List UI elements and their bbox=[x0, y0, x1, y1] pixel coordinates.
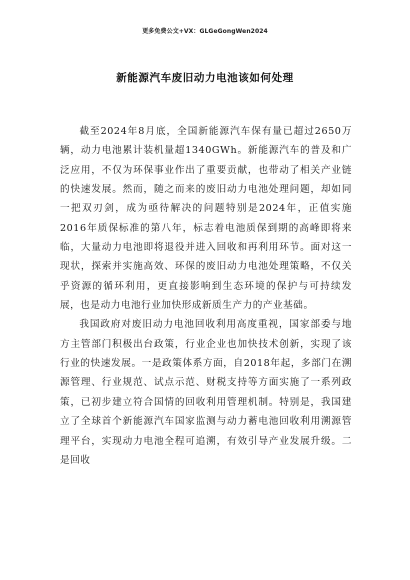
header-note: 更多免费公文+VX：GLGeGongWen2024 bbox=[142, 28, 268, 35]
document-body bbox=[60, 122, 352, 470]
paragraph bbox=[60, 315, 352, 470]
paragraph bbox=[60, 122, 352, 315]
document-title: 新能源汽车废旧动力电池该如何处理 bbox=[116, 72, 294, 84]
paragraph-text: 我国政府对废旧动力电池回收利用高度重视，国家部委与地方主管部门积极出台政策，行业企业也加快技术创新，实现了该行业的快速发展。一是政策体系方面，自2018年起，多部门在溯源管理、行业规范、试点示范、财税支持等方面实施了一系列政策，已初步建立符合国情的回收利用管理机制。特别是，我国建立了全球首个新能源汽车国家监测与动力蓄电池回收利用溯源管理平台，实现动力电池全程可追溯，有效引导产业发展升级。二是回收 bbox=[60, 319, 352, 466]
paragraph-text: 截至2024年8月底，全国新能源汽车保有量已超过2650万辆，动力电池累计装机量超1340GWh。新能源汽车的普及和广泛应用，不仅为环保事业作出了重要贡献，也带动了相关产业链的快速发展。然而，随之而来的废旧动力电池处理问题，却如同一把双刃剑，成为亟待解决的问题特别是2024年，正值实施2016年质保标准的第八年，标志着电池质保到期的高峰即将来临，大量动力电池即将退役并进入回收和再利用环节。面对这一现状，探索并实施高效、环保的废旧动力电池处理策略，不仅关乎资源的循环利用，更直接影响到生态环境的保护与可持续发展，也是动力电池行业加快形成新质生产力的产业基础。 bbox=[60, 126, 352, 312]
